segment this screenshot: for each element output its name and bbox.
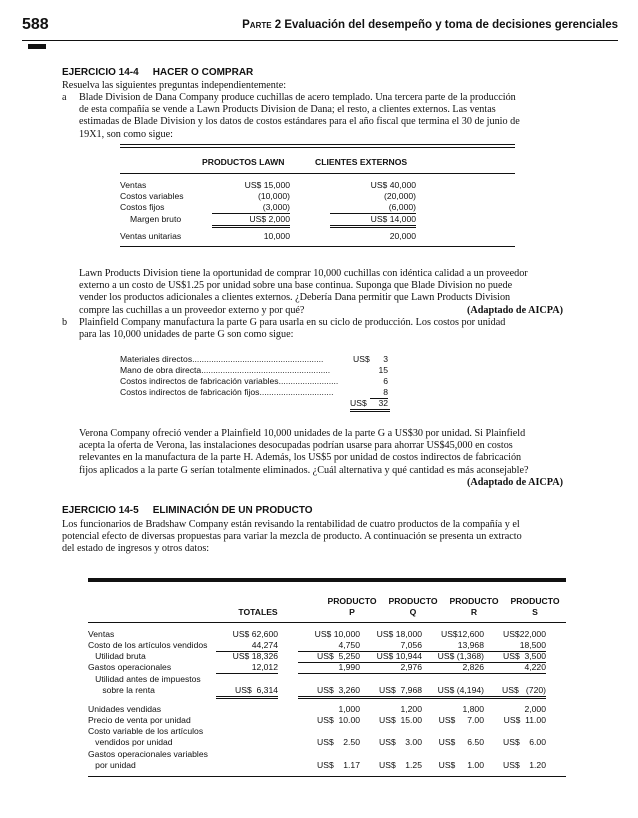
cell-value: 1,990 [298, 662, 360, 674]
text-line: Plainfield Company manufactura la parte G para usarla en su ciclo de producción. Los costos por unidad [79, 317, 506, 328]
row-label: Costo de los artículos vendidos [88, 640, 208, 650]
row-label: Ventas unitarias [120, 231, 182, 241]
table-bottom-rule [120, 246, 515, 247]
col-header-l1: PRODUCTO [449, 596, 499, 606]
col-header-totals: TOTALES [238, 607, 278, 617]
col-header-lawn: PRODUCTOS LAWN [202, 157, 285, 167]
cell-value: US$ 3,260 [298, 685, 360, 699]
cell-value: US$ 10,944 [360, 651, 422, 663]
part-a-label: a [62, 92, 67, 103]
cell-value: US$ (4,194) [422, 685, 484, 699]
total-cell [350, 398, 390, 412]
ex4-intro: Resuelva las siguientes preguntas independientemente: [62, 80, 287, 91]
part-b-text [79, 317, 563, 341]
cell-prefix: US$ [353, 354, 370, 364]
cell-value: (6,000) [330, 202, 416, 214]
text-line: Blade Division de Dana Company produce cuchillas de acero templado. Una tercera parte de la producción [79, 92, 516, 103]
part-a-question [79, 268, 563, 317]
row-label: Costo variable de los artículos [88, 726, 204, 736]
col-header-external: CLIENTES EXTERNOS [315, 157, 408, 167]
cell-value: 13,968 [422, 640, 484, 652]
col-header-l1: PRODUCTO [327, 596, 377, 606]
running-title-prefix: Parte [242, 19, 272, 31]
cell-value: 4,220 [484, 662, 546, 674]
text-line: Verona Company ofreció vender a Plainfield 10,000 unidades de la parte G a US$30 por unidad. Si Plainfield [79, 428, 526, 439]
text-line: Lawn Products Division tiene la oportunidad de comprar 10,000 cuchillas con idéntica calidad a un proveedor [79, 268, 528, 279]
ex5-intro [62, 519, 563, 556]
col-header-l1: PRODUCTO [388, 596, 438, 606]
cell-value: US$ 7.00 [438, 715, 484, 725]
source-note: (Adaptado de AICPA) [466, 304, 563, 316]
row-label: Utilidad bruta [88, 651, 146, 661]
row-label: Gastos operacionales variables [88, 749, 208, 759]
cell-value: 2,826 [422, 662, 484, 674]
col-header-l2: Q [409, 607, 417, 617]
cell-value: US$ 10,000 [314, 629, 360, 639]
cell-value: US$ 6,314 [216, 685, 278, 699]
cell-value: US$22,000 [502, 629, 546, 639]
exercise-14-4-heading [62, 67, 253, 78]
cell-value: 15 [378, 365, 388, 375]
part-b-label: b [62, 317, 68, 328]
row-label: Ventas [88, 629, 115, 639]
row-label: Costos indirectos de fabricación fijos............................... [120, 387, 334, 397]
table-part-g-costs [120, 350, 395, 410]
text-line: de esta compañía se vende a Lawn Products Division de Dana; el resto, a clientes externos. Las ventas [79, 104, 496, 116]
cell-value: US$ 2.50 [317, 737, 360, 747]
cell-value: US$ 1.25 [379, 760, 422, 770]
cell-value: 20,000 [389, 231, 416, 241]
exercise-number: EJERCICIO 14-5 [62, 505, 139, 516]
col-header-l1: PRODUCTO [510, 596, 560, 606]
text-line: compre las cuchillas a un proveedor externo y por qué? [79, 304, 305, 316]
part-a-text [79, 92, 563, 141]
table-top-rule [120, 144, 515, 148]
text-line: del estado de ingresos y otros datos: [62, 543, 210, 555]
cell-value: US$ (720) [484, 685, 546, 699]
cell-value: US$ 1.20 [503, 760, 546, 770]
text-line: potencial efecto de diversas propuestas para variar la mezcla de producto. A continuación se presenta un extracto [62, 531, 522, 543]
table-bottom-rule [88, 776, 566, 777]
text-line: estimadas de Blade Division y los datos de costos estándares para el año fiscal que termina el 30 de junio de [79, 116, 520, 128]
cell-value: US$ 1.00 [438, 760, 484, 770]
cell-value: US$ 62,600 [232, 629, 278, 639]
col-header-l2: R [470, 607, 478, 617]
text-line: fijos aplicados a la parte G serían totalmente eliminados. ¿Cuál alternativa y qué cantidad es más aconsejable? [79, 464, 529, 476]
cell-value: US$ 14,000 [330, 214, 416, 228]
cell-value: US$ 15,000 [244, 180, 290, 190]
running-title [242, 19, 618, 31]
cell-value: 10,000 [263, 231, 290, 241]
text-line: externo a un costo de US$1.25 por unidad sobre una base continua. Suponga que Blade Division no puede [79, 280, 513, 292]
text-line: 19X1, son como sigue: [79, 128, 173, 140]
cell-value: US$12,600 [440, 629, 484, 639]
row-label: Precio de venta por unidad [88, 715, 191, 725]
cell-value: US$ 11.00 [503, 715, 546, 725]
cell-value: US$ 5,250 [298, 651, 360, 663]
exercise-title: ELIMINACIÓN DE UN PRODUCTO [152, 505, 313, 516]
row-label: Utilidad antes de impuestos [88, 674, 201, 684]
cell-value: 2,976 [360, 662, 422, 674]
exercise-14-5-heading [62, 505, 313, 516]
cell-value: 18,500 [484, 640, 546, 652]
row-label: Ventas [120, 180, 147, 190]
running-title-rest: 2 Evaluación del desempeño y toma de decisiones gerenciales [271, 19, 618, 31]
exercise-number: EJERCICIO 14-4 [62, 67, 139, 78]
text-line: vender los productos adicionales a clientes externos. ¿Debería Dana permitir que Lawn Products Division [79, 292, 511, 304]
cell-value: 44,274 [216, 640, 278, 652]
cell-value: US$ 40,000 [370, 180, 416, 190]
source-note: (Adaptado de AICPA) [466, 476, 563, 488]
cell-value: US$ 3,500 [484, 651, 546, 663]
cell-value: 6 [383, 376, 388, 386]
cell-value: US$ 7,968 [360, 685, 422, 699]
cell-value: 1,800 [462, 704, 484, 714]
cell-prefix: US$ [350, 398, 367, 408]
row-label: Costos variables [120, 191, 184, 201]
cell-value: US$ 6.50 [438, 737, 484, 747]
cell-value: 1,200 [400, 704, 422, 714]
part-b-question [79, 428, 563, 489]
cell-value: (3,000) [212, 202, 290, 214]
table-header-rule [88, 622, 566, 623]
row-label: Gastos operacionales [88, 662, 172, 672]
cell-value: US$ 3.00 [379, 737, 422, 747]
cell-value: US$ 18,326 [232, 651, 278, 661]
cell-value: 12,012 [216, 662, 278, 674]
row-label: Mano de obra directa...................................................... [120, 365, 331, 375]
cell-value: US$ 6.00 [503, 737, 546, 747]
col-header-l2: S [532, 607, 538, 617]
cell-value: US$ 2,000 [212, 214, 290, 228]
cell-value: 8 [370, 387, 388, 399]
row-label: Margen bruto [130, 214, 182, 224]
cell-value: (20,000) [383, 191, 416, 201]
row-label: vendidos por unidad [88, 737, 173, 747]
table-blade-division [120, 144, 515, 254]
header-marker-bar [28, 44, 46, 49]
cell-value: US$ 1.17 [317, 760, 360, 770]
page-number: 588 [22, 16, 49, 33]
cell-value: US$ 18,000 [376, 629, 422, 639]
text-line: acepta la oferta de Verona, las instalaciones desocupadas podrían usarse para ahorrar US$45,000 en costos [79, 440, 513, 452]
col-header-l2: P [349, 607, 355, 617]
text-line-last [79, 305, 563, 317]
table-bradshaw-products [88, 578, 566, 782]
cell-value: 3 [383, 354, 388, 364]
cell-value: (10,000) [257, 191, 290, 201]
cell-value: 2,000 [524, 704, 546, 714]
cell-value: 7,056 [360, 640, 422, 652]
row-label: Materiales directos....................................................... [120, 354, 324, 364]
row-label: Unidades vendidas [88, 704, 162, 714]
row-label: sobre la renta [88, 685, 155, 695]
text-line: relevantes en la manufactura de la parte H. Además, los US$5 por unidad de costos indirectos de fabricación [79, 452, 522, 464]
cell-value: 1,000 [338, 704, 360, 714]
cell-value: 4,750 [298, 640, 360, 652]
text-line: Los funcionarios de Bradshaw Company están revisando la rentabilidad de cuatro productos de la compañía y el [62, 519, 520, 530]
row-label: por unidad [88, 760, 136, 770]
row-label: Costos fijos [120, 202, 165, 212]
text-line: para las 10,000 unidades de parte G son como sigue: [79, 329, 294, 341]
table-header-rule [120, 173, 515, 174]
cell-value: US$ 10.00 [317, 715, 360, 725]
cell-value: 32 [378, 398, 388, 408]
page-header [22, 14, 618, 41]
exercise-title: HACER O COMPRAR [152, 67, 254, 78]
cell-value: US$ 15.00 [379, 715, 422, 725]
cell-value: US$ (1,368) [422, 651, 484, 663]
row-label: Costos indirectos de fabricación variables......................... [120, 376, 339, 386]
